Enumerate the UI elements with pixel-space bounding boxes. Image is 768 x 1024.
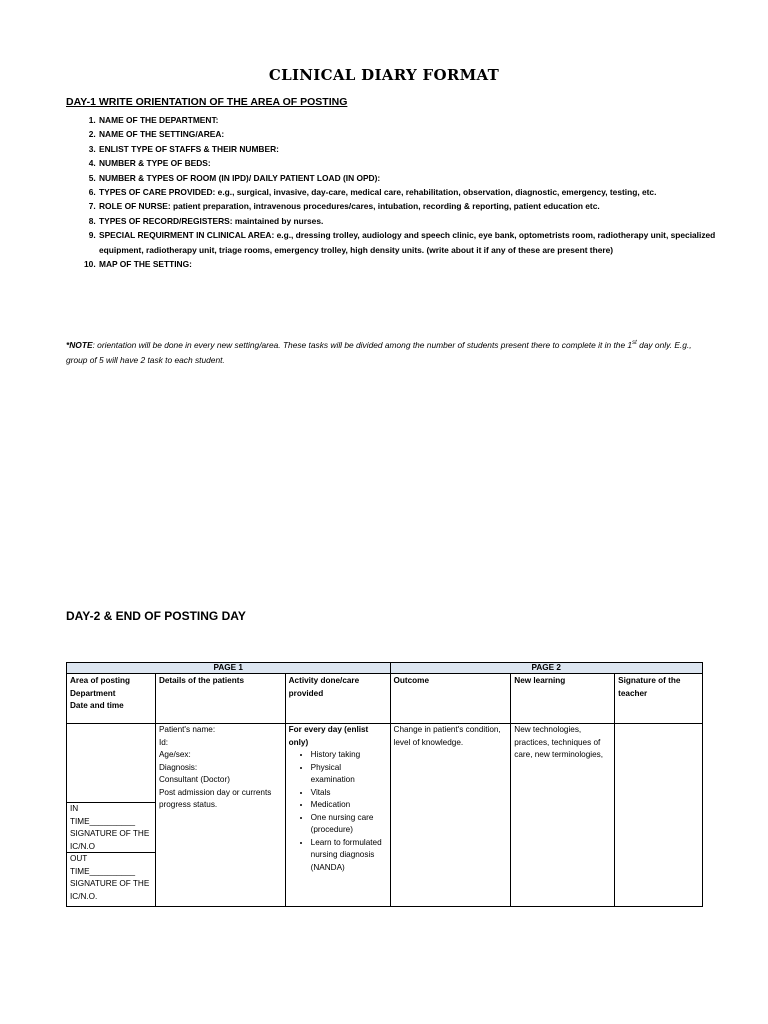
diary-table (66, 662, 703, 907)
list-item: 8. TYPES OF RECORD/REGISTERS: maintained by nurses. (98, 214, 738, 228)
page-title: CLINICAL DIARY FORMAT (268, 66, 500, 84)
page2-header: PAGE 2 (390, 663, 702, 674)
list-item: 10. MAP OF THE SETTING: (98, 257, 738, 271)
col-learning-header: New learning (511, 674, 615, 724)
list-item: • One nursing care (procedure) (311, 812, 387, 837)
list-item: • Vitals (311, 787, 387, 800)
list-item: 3. ENLIST TYPE OF STAFFS & THEIR NUMBER: (98, 142, 738, 156)
in-time-block: IN TIME__________ SIGNATURE OF THE IC/N.O (67, 803, 155, 853)
day2-heading: DAY-2 & END OF POSTING DAY (66, 609, 246, 623)
col-outcome-header: Outcome (390, 674, 511, 724)
list-item: 6. TYPES OF CARE PROVIDED: e.g., surgical, invasive, day-care, medical care, rehabilitation, observation, diagnostic, emergency, testing, etc. (98, 185, 738, 199)
activity-lead: For every day (enlist only) (288, 725, 369, 747)
day1-heading: DAY-1 WRITE ORIENTATION OF THE AREA OF POSTING (66, 96, 348, 108)
note-text-a: : orientation will be done in every new setting/area. These tasks will be divided among the number of students present there to complete it in the 1 (92, 339, 633, 350)
blank-area (67, 724, 155, 803)
outcome-cell: Change in patient's condition, level of knowledge. (390, 724, 511, 907)
learning-cell: New technologies, practices, techniques of care, new terminologies, (511, 724, 615, 907)
list-item: 4. NUMBER & TYPE OF BEDS: (98, 156, 738, 170)
activity-list (289, 749, 387, 874)
page1-header: PAGE 1 (67, 663, 391, 674)
list-item: 7. ROLE OF NURSE: patient preparation, intravenous procedures/cares, intubation, recording & reporting, patient education etc. (98, 199, 738, 213)
list-item: • Physical examination (311, 762, 387, 787)
list-item: 5. NUMBER & TYPES OF ROOM (IN IPD)/ DAILY PATIENT LOAD (IN OPD): (98, 171, 738, 185)
orientation-list (66, 113, 738, 271)
area-cell (67, 724, 156, 907)
col-area-header: Area of posting Department Date and time (67, 674, 156, 724)
note-label: *NOTE (66, 339, 93, 350)
col-details-header: Details of the patients (155, 674, 285, 724)
patient-details-cell: Patient's name: Id: Age/sex: Diagnosis: Consultant (Doctor) Post admission day or currents progress status. (155, 724, 285, 907)
list-item: 9. SPECIAL REQUIRMENT IN CLINICAL AREA: e.g., dressing trolley, audiology and speech clinic, eye bank, optometrists room, radiotherapy unit, specialized equipment, radiotherapy unit, triage rooms, emergency trolley, high density units. (write about it if any of these are present there) (98, 228, 738, 257)
col-signature-header: Signature of the teacher (615, 674, 703, 724)
col-activity-header: Activity done/care provided (285, 674, 390, 724)
note-text-b: day only. E.g., group of 5 will have 2 task to each student. (66, 339, 692, 365)
list-item: 1. NAME OF THE DEPARTMENT: (98, 113, 738, 127)
activity-cell (285, 724, 390, 907)
list-item: 2. NAME OF THE SETTING/AREA: (98, 127, 738, 141)
list-item: • History taking (311, 749, 387, 762)
out-time-block: OUT TIME__________ SIGNATURE OF THE IC/N.O. (70, 854, 150, 901)
note-sup: st (632, 340, 637, 346)
list-item: • Learn to formulated nursing diagnosis (NANDA) (311, 837, 387, 875)
list-item: • Medication (311, 799, 387, 812)
signature-cell (615, 724, 703, 907)
note-paragraph (66, 336, 706, 368)
